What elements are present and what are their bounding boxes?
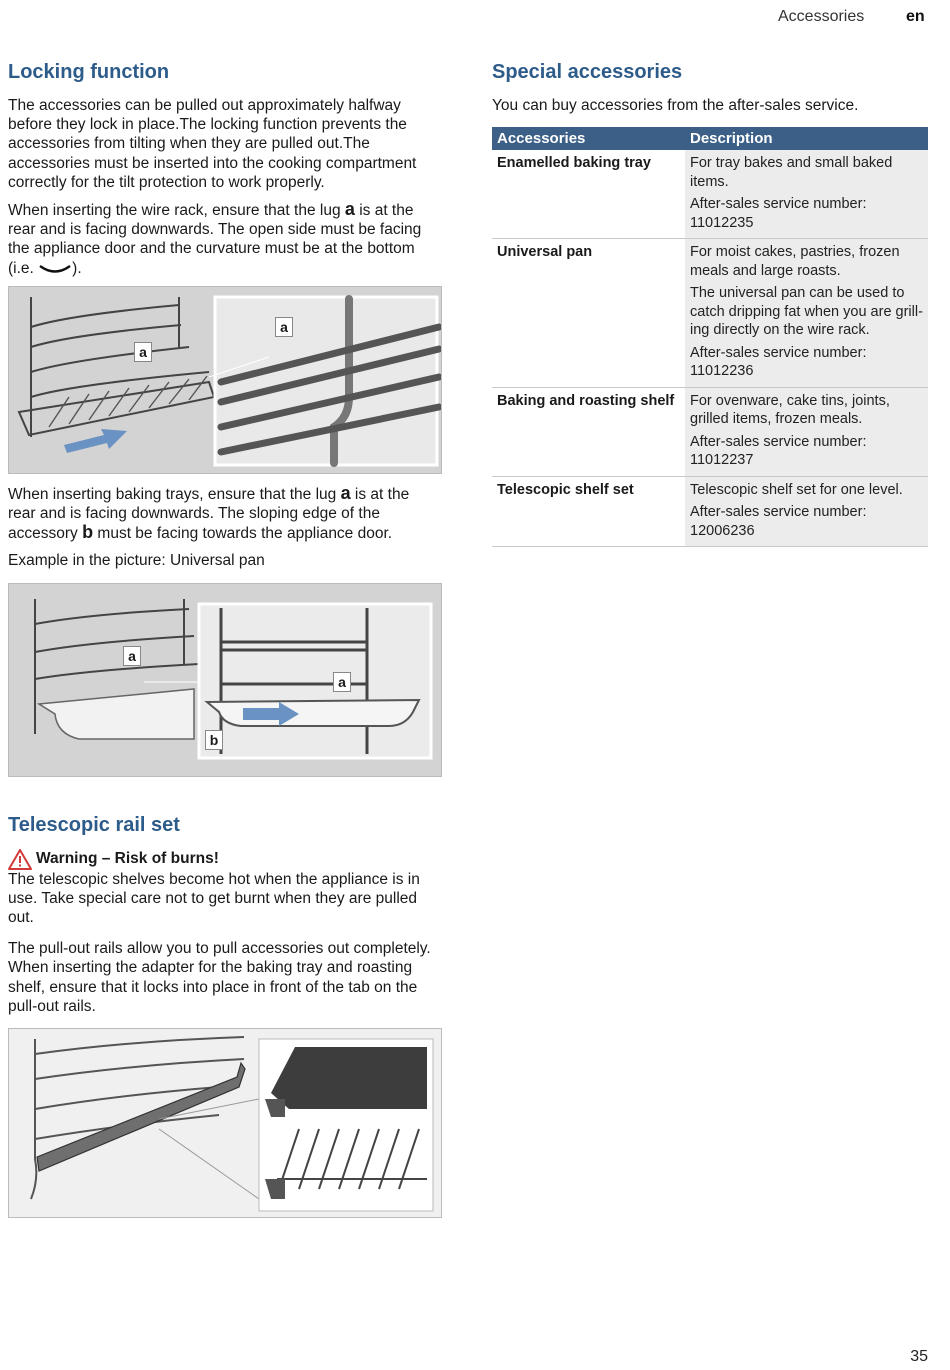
locking-paragraph-2 bbox=[8, 200, 440, 278]
special-accessories-intro: You can buy accessories from the after-sales service. bbox=[492, 97, 859, 114]
locking-function-heading: Locking function bbox=[8, 61, 170, 83]
description-line: Telescopic shelf set for one level. bbox=[690, 481, 903, 498]
table-header-description: Description bbox=[685, 127, 928, 150]
sloping-edge-label: b bbox=[82, 522, 94, 543]
table-row bbox=[492, 476, 928, 547]
locking-paragraph-4: Example in the picture: Universal pan bbox=[8, 552, 265, 570]
description-line: After-sales service number: 11012235 bbox=[690, 196, 867, 231]
callout-a-pan-left: a bbox=[123, 646, 141, 666]
lug-label-2: a bbox=[340, 482, 351, 503]
warning-heading bbox=[8, 849, 440, 870]
table-header-row bbox=[492, 127, 928, 150]
locking-p2-text-a: When inserting the wire rack, ensure that the lug bbox=[8, 202, 341, 220]
table-header-accessories: Accessories bbox=[492, 127, 685, 150]
universal-pan-illustration bbox=[8, 583, 442, 777]
accessory-name: Telescopic shelf set bbox=[492, 476, 685, 547]
telescopic-rail-heading: Telescopic rail set bbox=[8, 813, 180, 836]
accessory-description bbox=[685, 476, 928, 547]
accessory-description bbox=[685, 239, 928, 388]
locking-p2-text-b: is at the rear and is facing downwards. The open side must be facing the appliance door and the curvature must be at the bottom (i.e. bbox=[8, 202, 422, 277]
lug-label: a bbox=[344, 199, 355, 220]
curvature-icon bbox=[38, 263, 72, 275]
callout-a-left: a bbox=[134, 342, 152, 362]
table-row bbox=[492, 239, 928, 388]
header-section-title: Accessories bbox=[778, 8, 865, 25]
description-line: After-sales service number: 11012237 bbox=[690, 433, 867, 469]
left-column bbox=[8, 58, 440, 1228]
callout-a-right: a bbox=[275, 317, 293, 337]
wire-rack-illustration bbox=[8, 286, 442, 474]
table-row bbox=[492, 387, 928, 476]
warning-triangle-icon bbox=[8, 849, 32, 870]
telescopic-rail-illustration bbox=[8, 1028, 442, 1218]
accessory-description bbox=[685, 387, 928, 476]
telescopic-paragraph: The pull-out rails allow you to pull accessories out completely. When inserting the adapter for the baking tray and roasting shelf, ensure that it locks into place in front of the tab on the pull-out rails. bbox=[8, 940, 431, 1015]
locking-p3-text-c: must be facing towards the appliance door. bbox=[97, 525, 393, 543]
accessory-name: Universal pan bbox=[492, 239, 685, 388]
description-line: For moist cakes, pastries, frozen meals and large roasts. bbox=[690, 244, 900, 279]
accessories-table bbox=[492, 127, 928, 547]
header-language: en bbox=[906, 8, 925, 25]
locking-p3-text-b: is at the rear and is facing downwards. The sloping edge of the accessory bbox=[8, 485, 410, 543]
table-row bbox=[492, 150, 928, 239]
warning-text: The telescopic shelves become hot when the appliance is in use. Take special care not to get burnt when they are pulled out. bbox=[8, 870, 420, 927]
accessory-description bbox=[685, 150, 928, 239]
accessory-name: Baking and roasting shelf bbox=[492, 387, 685, 476]
description-line: For tray bakes and small baked items. bbox=[690, 155, 893, 190]
description-line: For ovenware, cake tins, joints, grilled items, frozen meals. bbox=[690, 392, 890, 428]
description-line: After-sales service number: 11012236 bbox=[690, 344, 867, 380]
locking-paragraph-3 bbox=[8, 484, 440, 544]
right-column bbox=[492, 58, 928, 547]
locking-p2-text-c: ). bbox=[72, 259, 82, 277]
locking-p3-text-a: When inserting baking trays, ensure that the lug bbox=[8, 485, 337, 503]
description-line: After-sales service number: 12006236 bbox=[690, 504, 867, 539]
callout-b-pan: b bbox=[205, 730, 223, 750]
callout-a-pan-right: a bbox=[333, 672, 351, 692]
accessory-name: Enamelled baking tray bbox=[492, 150, 685, 239]
warning-title: Warning – Risk of burns! bbox=[36, 850, 219, 868]
page-number: 35 bbox=[910, 1348, 928, 1365]
special-accessories-heading: Special accessories bbox=[492, 61, 683, 83]
description-line: The universal pan can be used to catch dripping fat when you are grill-ing directly on the wire rack. bbox=[690, 285, 923, 339]
locking-paragraph-1: The accessories can be pulled out approximately halfway before they lock in place.The locking function prevents the accessories from tilting when they are pulled out.The accessories must be inserted into the cooking compartment correctly for the tilt protection to work properly. bbox=[8, 97, 417, 191]
